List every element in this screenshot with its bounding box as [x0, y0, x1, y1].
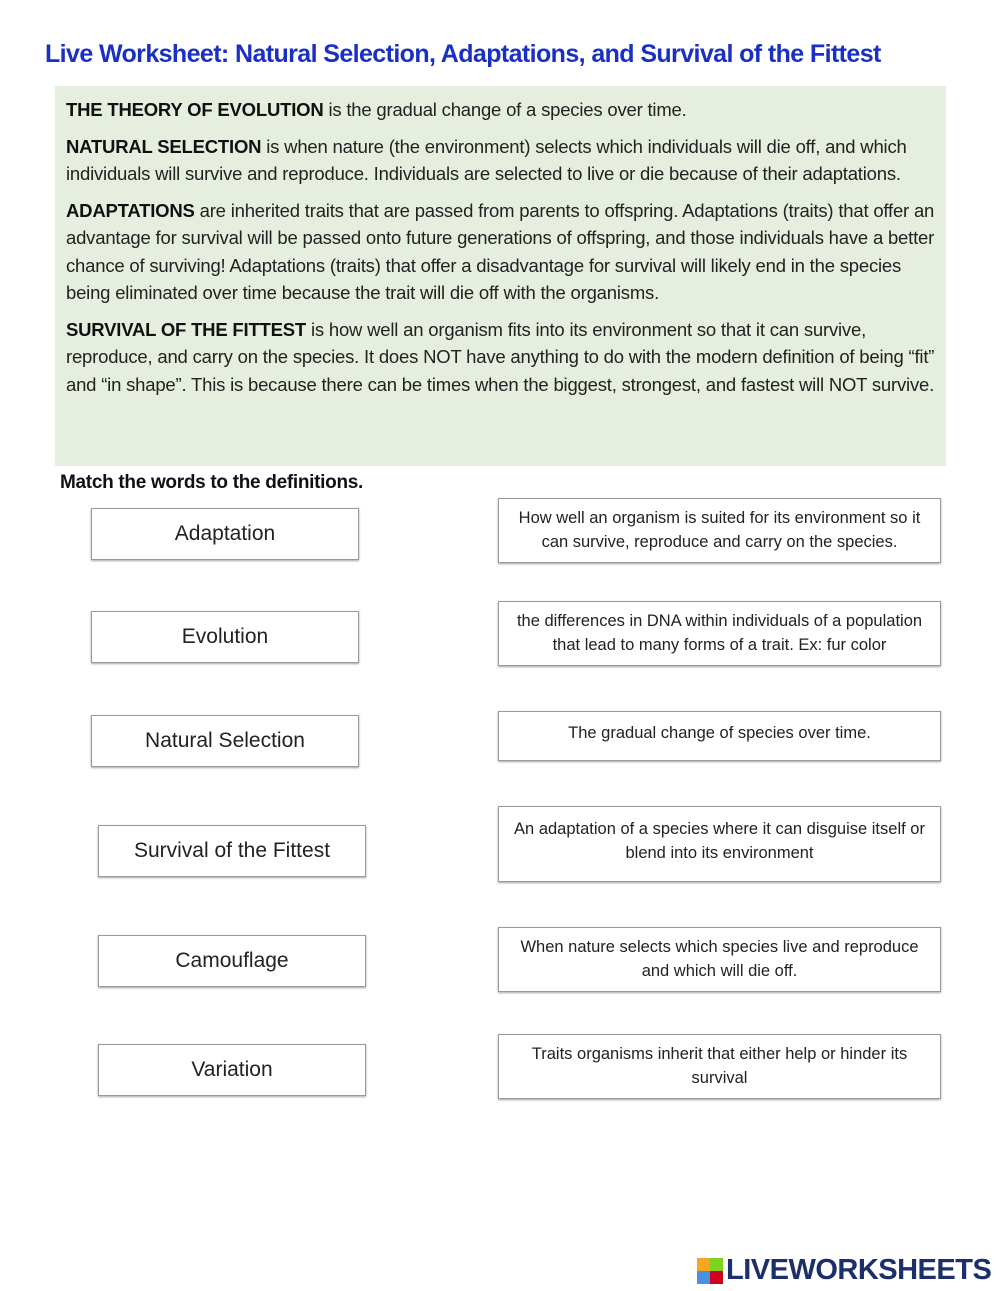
evolution-paragraph: [66, 96, 936, 124]
natural-selection-paragraph: [66, 133, 936, 188]
word-card-variation[interactable]: Variation: [98, 1044, 366, 1096]
logo-mark-icon: [697, 1258, 723, 1284]
adaptations-term: ADAPTATIONS: [66, 199, 195, 221]
info-box: [55, 86, 946, 466]
evolution-text: is the gradual change of a species over time.: [323, 99, 687, 120]
natural-selection-text: is when nature (the environment) selects which individuals will die off, and which individuals will survive and reproduce. Individuals are selected to live or die because of their adaptations.: [66, 135, 907, 184]
definition-box-2[interactable]: the differences in DNA within individuals of a population that lead to many forms of a trait. Ex: fur color: [498, 601, 941, 666]
adaptations-text: are inherited traits that are passed from parents to offspring. Adaptations (traits) that offer an advantage for survival will be passed onto future generations of offspring, and those individuals have a better chance of surviving! Adaptations (traits) that offer a disadvantage for survival will likely end in the species being eliminated over time because the trait will die off with the organisms.: [66, 199, 935, 303]
definition-box-4[interactable]: An adaptation of a species where it can disguise itself or blend into its environment: [498, 806, 941, 882]
definition-box-1[interactable]: How well an organism is suited for its environment so it can survive, reproduce and carry on the species.: [498, 498, 941, 563]
page-title: Live Worksheet: Natural Selection, Adaptations, and Survival of the Fittest: [45, 40, 881, 68]
word-card-evolution[interactable]: Evolution: [91, 611, 359, 663]
adaptations-paragraph: [66, 197, 936, 307]
word-card-natural-selection[interactable]: Natural Selection: [91, 715, 359, 767]
definition-box-5[interactable]: When nature selects which species live and reproduce and which will die off.: [498, 927, 941, 992]
survival-term: SURVIVAL OF THE FITTEST: [66, 318, 307, 340]
survival-paragraph: [66, 316, 936, 399]
natural-selection-term: NATURAL SELECTION: [66, 135, 262, 157]
instruction: Match the words to the definitions.: [60, 472, 364, 493]
word-card-survival-of-the-fittest[interactable]: Survival of the Fittest: [98, 825, 366, 877]
definition-box-3[interactable]: The gradual change of species over time.: [498, 711, 941, 761]
word-card-adaptation[interactable]: Adaptation: [91, 508, 359, 560]
survival-text: is how well an organism fits into its environment so that it can survive, reproduce, and carry on the species. It does NOT have anything to do with the modern definition of being “fit” and “in shape”. This is because there can be times when the biggest, strongest, and fastest will NOT survive.: [66, 318, 935, 395]
liveworksheets-logo[interactable]: [697, 1254, 991, 1287]
logo-text: LIVEWORKSHEETS: [726, 1254, 992, 1286]
definition-box-6[interactable]: Traits organisms inherit that either help or hinder its survival: [498, 1034, 941, 1099]
word-card-camouflage[interactable]: Camouflage: [98, 935, 366, 987]
evolution-term: THE THEORY OF EVOLUTION: [66, 99, 324, 120]
